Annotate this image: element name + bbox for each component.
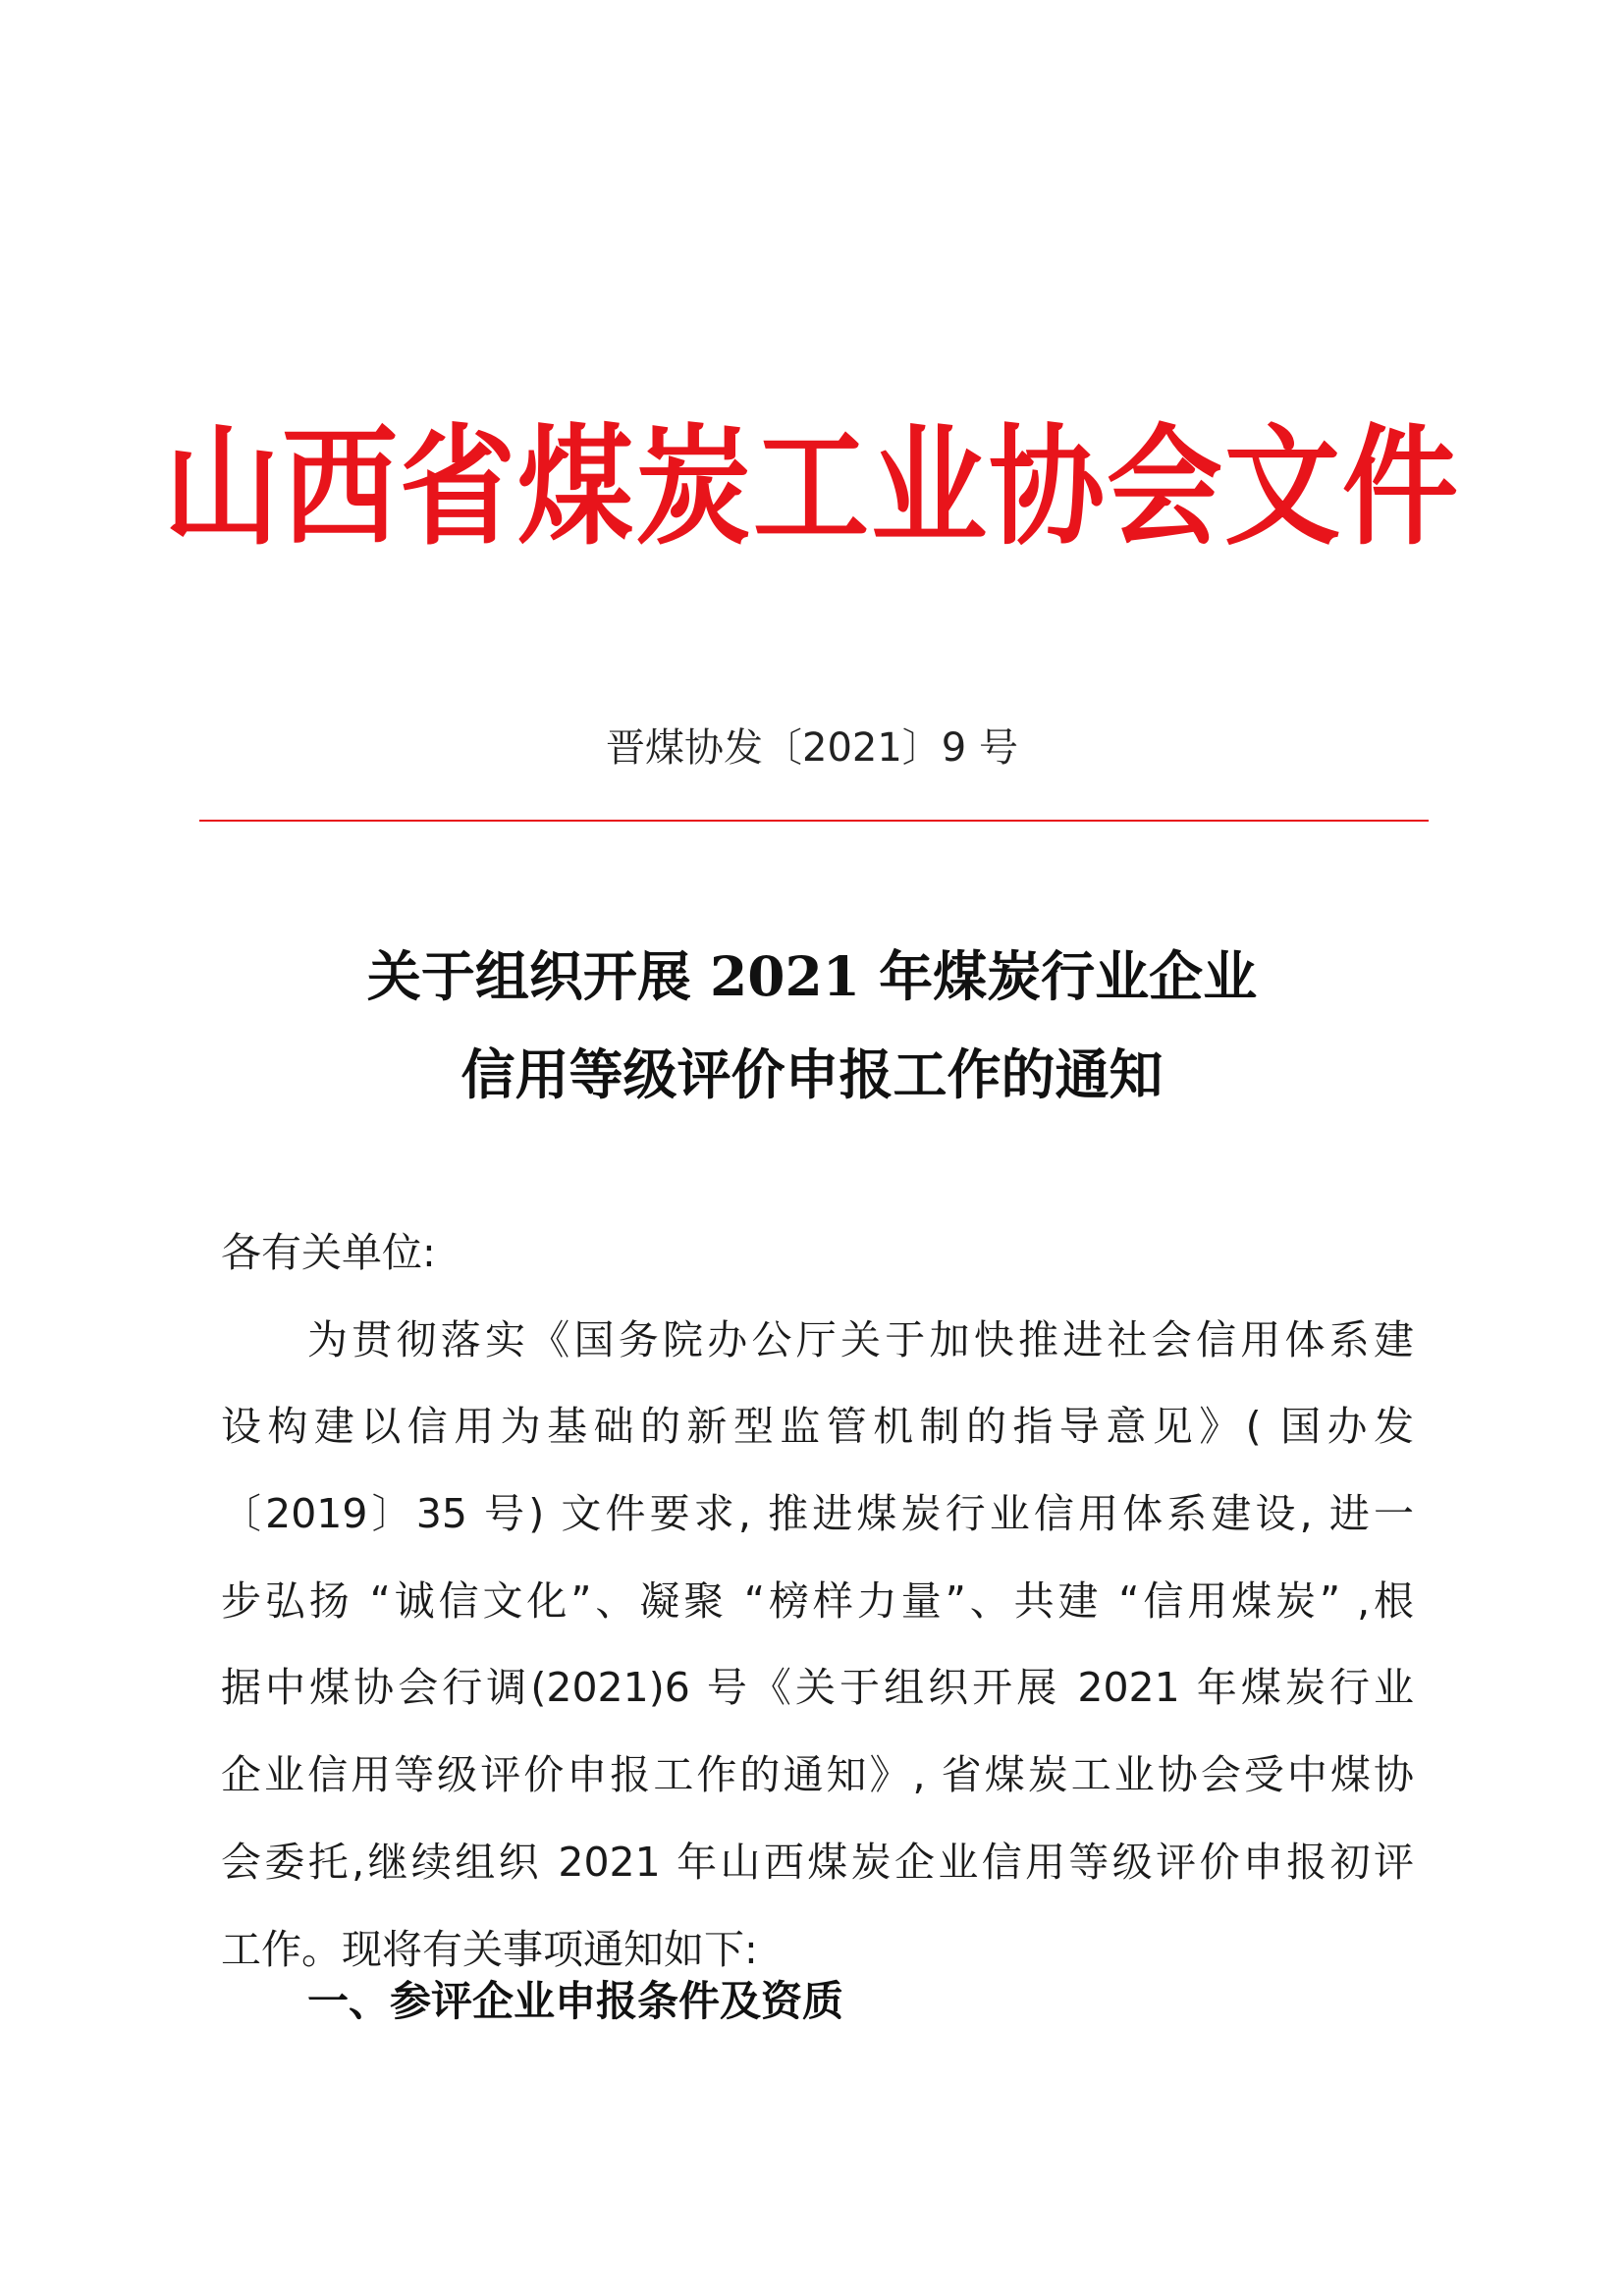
document-number: 晋煤协发〔2021〕9 号 [606,725,1018,771]
org-masthead-title: 山西省煤炭工业协会文件 [163,409,1460,563]
paragraph-line: 会委托,继续组织 2021 年山西煤炭企业信用等级评价申报初评 [221,1838,1414,1886]
paragraph-line: 企业信用等级评价申报工作的通知》, 省煤炭工业协会受中煤协 [221,1751,1414,1799]
paragraph-line: 〔2019〕35 号) 文件要求, 推进煤炭行业信用体系建设, 进一 [221,1490,1414,1538]
notice-title-line-2: 信用等级评价申报工作的通知 [460,1042,1164,1106]
notice-body [221,1209,1414,1993]
paragraph-line: 据中煤协会行调(2021)6 号《关于组织开展 2021 年煤炭行业 [221,1664,1414,1712]
red-divider-line [199,820,1429,822]
salutation: 各有关单位: [221,1229,436,1276]
notice-title-line-1: 关于组织开展 2021 年煤炭行业企业 [366,944,1258,1008]
notice-title [0,928,1624,1124]
paragraph-line: 为贯彻落实《国务院办公厅关于加快推进社会信用体系建 [307,1315,1414,1363]
paragraph-line: 步弘扬 “诚信文化”、凝聚 “榜样力量”、共建 “信用煤炭” ,根 [221,1576,1414,1625]
paragraph-line: 工作。现将有关事项通知如下: [221,1925,758,1973]
section-heading-1: 一、参评企业申报条件及资质 [307,1977,844,2025]
paragraph-line: 设构建以信用为基础的新型监管机制的指导意见》( 国办发 [221,1403,1414,1451]
